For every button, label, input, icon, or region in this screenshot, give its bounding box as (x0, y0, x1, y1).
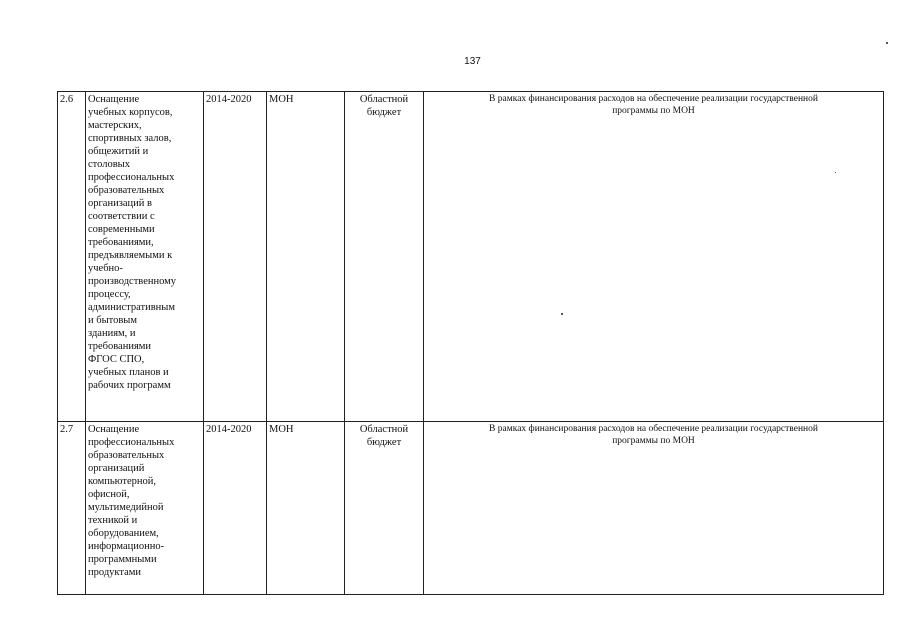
text-line: спортивных залов, (88, 133, 172, 144)
text-line: профессиональных (88, 437, 175, 448)
text-line: Оснащение (88, 424, 140, 435)
note-lines (426, 423, 881, 447)
text-line: организаций в (88, 198, 152, 209)
text-line: процессу, (88, 289, 131, 300)
text-line: информационно- (88, 541, 165, 552)
page-number: 137 (464, 56, 481, 67)
text-line: современными (88, 224, 155, 235)
text-line: программы по МОН (612, 436, 695, 446)
text-line: бюджет (366, 437, 402, 448)
plan-table (57, 91, 884, 595)
text-line: требованиями, (88, 237, 154, 248)
text-line: профессиональных (88, 172, 175, 183)
text-line: столовых (88, 159, 130, 170)
text-line: В рамках финансирования расходов на обеспечение реализации государственной (489, 424, 818, 434)
item-funding-source (345, 92, 424, 422)
text-line: офисной, (88, 489, 130, 500)
text-line: мультимедийной (88, 502, 164, 513)
text-line: техникой и (88, 515, 138, 526)
table-row (58, 92, 884, 422)
text-line: В рамках финансирования расходов на обеспечение реализации государственной (489, 94, 818, 104)
text-line: Оснащение (88, 94, 140, 105)
item-executor: МОН (267, 92, 345, 422)
item-name (86, 92, 204, 422)
text-line: учебных корпусов, (88, 107, 173, 118)
text-line: образовательных (88, 450, 165, 461)
text-line: административным (88, 302, 176, 313)
item-name (86, 422, 204, 595)
item-funding-source (345, 422, 424, 595)
item-note (424, 92, 884, 422)
text-line: продуктами (88, 567, 142, 578)
item-executor: МОН (267, 422, 345, 595)
table-row (58, 422, 884, 595)
text-line: предъявляемыми к (88, 250, 173, 261)
text-line: рабочих программ (88, 380, 171, 391)
text-line: производственному (88, 276, 177, 287)
text-line: зданиям, и (88, 328, 136, 339)
funding-source-lines (347, 423, 421, 449)
text-line: образовательных (88, 185, 165, 196)
item-note (424, 422, 884, 595)
item-name-lines (88, 423, 201, 579)
item-number: 2.6 (58, 92, 86, 422)
item-period: 2014-2020 (204, 422, 267, 595)
text-line: бюджет (366, 107, 402, 118)
text-line: ФГОС СПО, (88, 354, 145, 365)
text-line: требованиями (88, 341, 152, 352)
text-line: организаций (88, 463, 145, 474)
text-line: программы по МОН (612, 106, 695, 116)
text-line: соответствии с (88, 211, 155, 222)
scan-speck (886, 42, 888, 44)
funding-source-lines (347, 93, 421, 119)
text-line: учебных планов и (88, 367, 169, 378)
text-line: компьютерной, (88, 476, 156, 487)
text-line: и бытовым (88, 315, 137, 326)
text-line: общежитий и (88, 146, 149, 157)
text-line: мастерских, (88, 120, 142, 131)
text-line: программными (88, 554, 157, 565)
text-line: Областной (359, 94, 409, 105)
item-name-lines (88, 93, 201, 392)
text-line: Областной (359, 424, 409, 435)
item-period: 2014-2020 (204, 92, 267, 422)
note-lines (426, 93, 881, 117)
text-line: оборудованием, (88, 528, 159, 539)
text-line: учебно- (88, 263, 123, 274)
item-number: 2.7 (58, 422, 86, 595)
